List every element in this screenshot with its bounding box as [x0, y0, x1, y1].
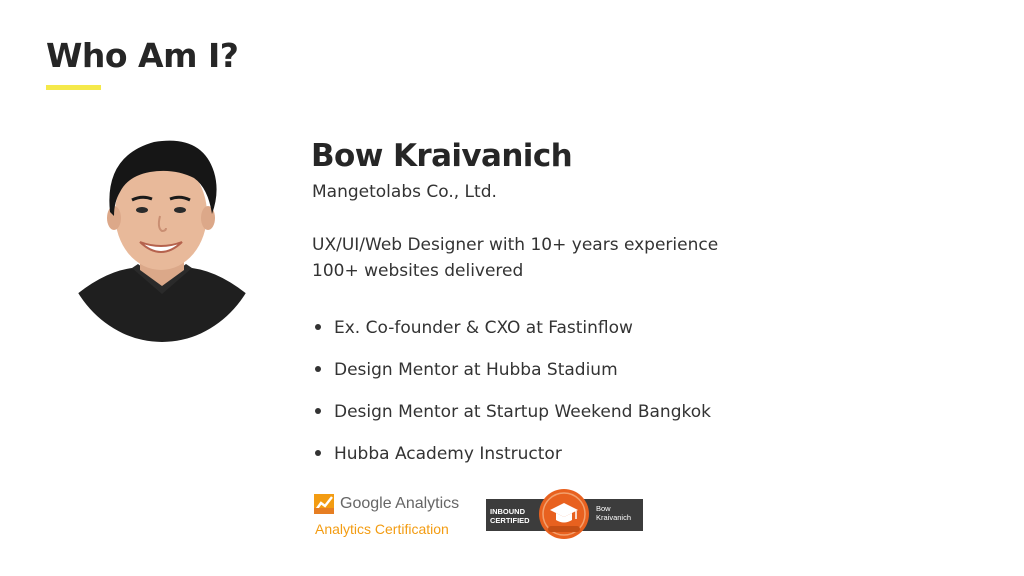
list-item-text: Design Mentor at Hubba Stadium: [334, 360, 618, 380]
list-item-text: Hubba Academy Instructor: [334, 444, 562, 464]
list-item-text: Design Mentor at Startup Weekend Bangkok: [334, 402, 711, 422]
bullet-icon: [315, 366, 321, 372]
list-item: [312, 440, 711, 482]
inbound-label-line: INBOUND: [490, 507, 525, 516]
google-analytics-badge: [314, 494, 474, 542]
analytics-certification-label: Analytics Certification: [315, 521, 449, 537]
slide-title: Who Am I?: [46, 36, 239, 75]
profile-name: Bow Kraivanich: [311, 138, 573, 174]
company-name: Mangetolabs Co., Ltd.: [312, 182, 497, 202]
summary-line: 100+ websites delivered: [312, 261, 524, 281]
google-analytics-label: Google Analytics: [340, 495, 460, 512]
inbound-recipient-line: Kraivanich: [596, 513, 632, 522]
inbound-recipient-name: [596, 504, 631, 522]
inbound-recipient-line: Bow: [596, 504, 611, 513]
google-analytics-icon: [314, 494, 334, 514]
inbound-certified-badge: [486, 486, 646, 542]
experience-list: [312, 314, 711, 482]
inbound-label-line: CERTIFIED: [490, 516, 530, 525]
bullet-icon: [315, 408, 321, 414]
list-item: [312, 356, 711, 398]
list-item-text: Ex. Co-founder & CXO at Fastinflow: [334, 318, 633, 338]
summary-line: UX/UI/Web Designer with 10+ years experience: [312, 235, 719, 255]
bullet-icon: [315, 324, 321, 330]
list-item: [312, 314, 711, 356]
graduation-cap-icon: [538, 488, 590, 540]
portrait-photo: [62, 132, 262, 342]
bullet-icon: [315, 450, 321, 456]
summary: [312, 232, 718, 284]
title-underline: [46, 85, 101, 90]
list-item: [312, 398, 711, 440]
inbound-certified-label: [490, 507, 530, 525]
